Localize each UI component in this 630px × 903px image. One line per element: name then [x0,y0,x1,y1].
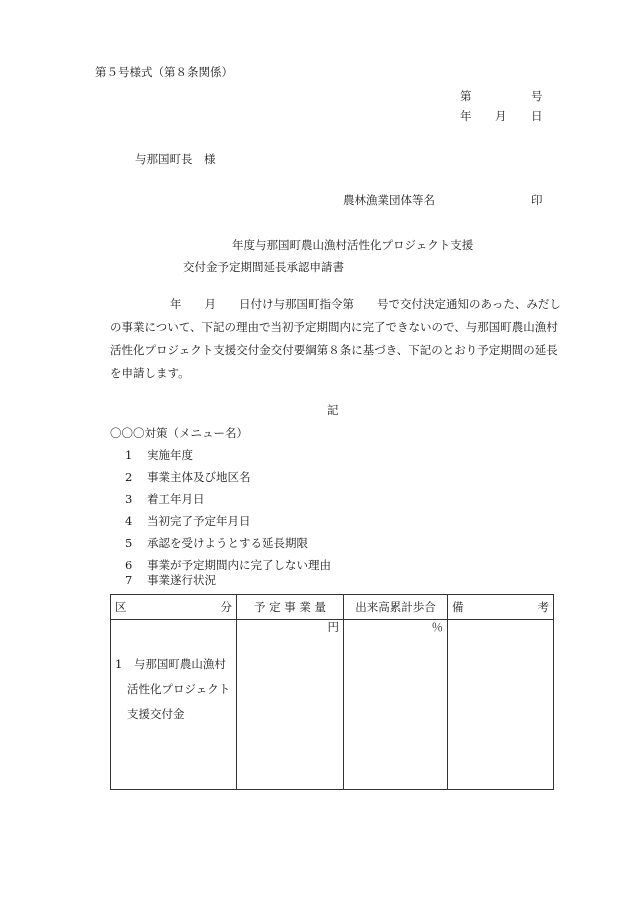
seal-mark: 印 [531,193,543,207]
header-cumulative-progress: 出来高累計歩合 [344,595,448,620]
date-day: 日 [531,109,543,123]
remarks-cell [448,620,554,790]
list-item: 2 事業主体及び地区名 [125,470,251,484]
table-row [111,620,554,790]
header-planned-amount: 予 定 事 業 量 [237,595,344,620]
applicant-label: 農林漁業団体等名 [343,193,435,207]
list-item: 6 事業が予定期間内に完了しない理由 [125,558,331,572]
document-title-line2: 交付金予定期間延長承認申請書 [183,260,344,274]
form-label: 第５号様式（第８条関係） [95,65,233,79]
body-line-3: 活性化プロジェクト支援交付金交付要綱第８条に基づき、下記のとおり予定期間の延長 [110,343,558,357]
planned-amount-cell: 円 [237,620,344,790]
list-item: 1 実施年度 [125,448,193,462]
date-month: 月 [495,109,507,123]
addressee: 与那国町長 様 [135,152,216,166]
body-line-1: 年 月 日付け与那国町指令第 号で交付決定通知のあった、みだし [170,297,561,311]
body-line-2: の事業について、下記の理由で当初予定期間内に完了できないので、与那国町農山漁村 [110,320,558,334]
list-item: 5 承認を受けようとする延長期限 [125,536,308,550]
header-remarks: 備 考 [448,595,554,620]
body-line-4: を申請します。 [110,366,190,380]
number-suffix: 号 [531,89,543,103]
document-title-line1: 年度与那国町農山漁村活性化プロジェクト支援 [232,238,474,252]
progress-cell: ％ [344,620,448,790]
date-year: 年 [460,109,472,123]
number-prefix: 第 [460,89,472,103]
list-item: 3 着工年月日 [125,492,205,506]
measure-name: 〇〇〇対策（メニュー名） [110,426,248,440]
progress-table [110,594,554,790]
header-category: 区 分 [111,595,237,620]
ki-marker: 記 [327,403,339,417]
list-item: 4 当初完了予定年月日 [125,514,251,528]
list-item: 7 事業遂行状況 [125,573,216,587]
category-cell: 1 与那国町農山漁村 活性化プロジェクト 支援交付金 [111,620,237,790]
